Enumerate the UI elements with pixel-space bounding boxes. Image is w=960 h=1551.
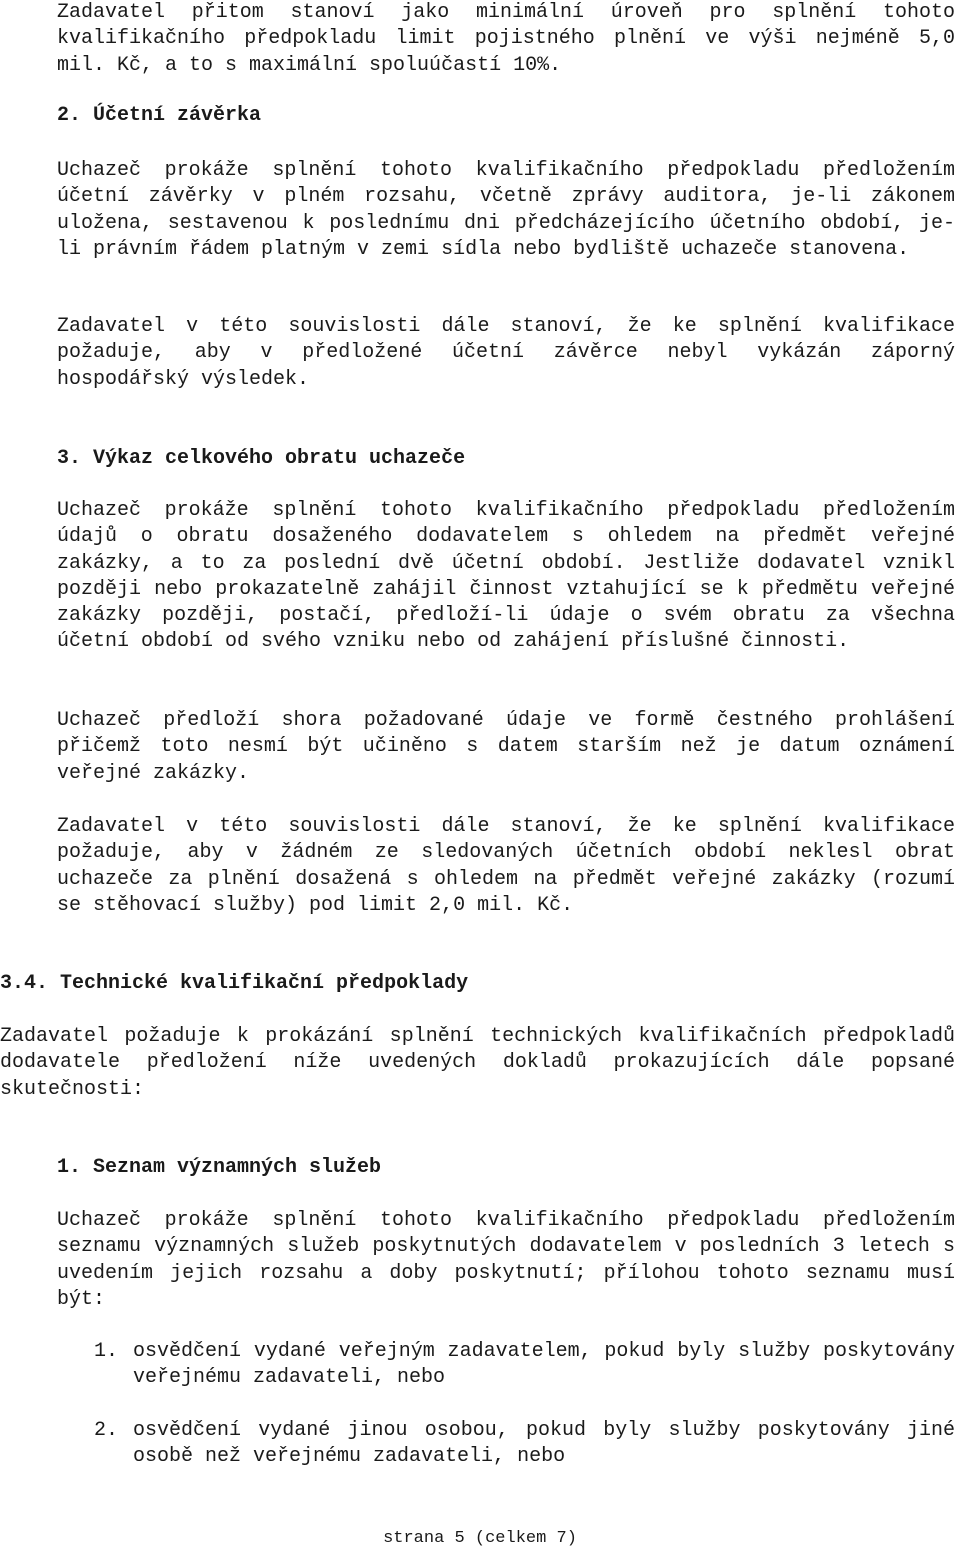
section-heading-ucetni-zaverka: 2. Účetní závěrka xyxy=(57,104,262,127)
section3-paragraph-2: Uchazeč předloží shora požadované údaje ve formě čestného prohlášení přičemž toto nesmí být učiněno s datem starším než je datum oznámení veřejné zakázky. xyxy=(57,709,955,785)
section3-paragraph-3: Zadavatel v této souvislosti dále stanoví, že ke splnění kvalifikace požaduje, aby v žádném ze sledovaných účetních období neklesl obrat uchazeče za plnění dosažená s ohledem na předmět veřejné zakázky (rozumí se stěhovací služby) pod limit 2,0 mil. Kč. xyxy=(57,815,955,917)
section-heading-vykaz-obratu: 3. Výkaz celkového obratu uchazeče xyxy=(57,447,466,470)
top-paragraph: Zadavatel přitom stanoví jako minimální úroveň pro splnění tohoto kvalifikačního předpokladu limit pojistného plnění ve výši nejméně 5,0 mil. Kč, a to s maximální spoluúčastí 10%. xyxy=(57,1,955,77)
list-item-text: osvědčení vydané jinou osobou, pokud byly služby poskytovány jiné osobě než veřejnému zadavateli, nebo xyxy=(133,1419,955,1469)
list-item-number: 1. xyxy=(94,1340,119,1363)
list-item-text: osvědčení vydané veřejným zadavatelem, pokud byly služby poskytovány veřejnému zadavateli, nebo xyxy=(133,1340,955,1390)
list-item-number: 2. xyxy=(94,1419,119,1442)
section3-paragraph-1: Uchazeč prokáže splnění tohoto kvalifikačního předpokladu předložením údajů o obratu dosaženého dodavatelem s ohledem na předmět veřejné zakázky, a to za poslední dvě účetní období. Jestliže dodavatel vznikl později nebo prokazatelně zahájil činnost vztahující se k předmětu veřejné zakázky později, postačí, předloží-li údaje o svém obratu za všechna účetní období od svého vzniku nebo od zahájení příslušné činnosti. xyxy=(57,499,955,654)
section34-intro: Zadavatel požaduje k prokázání splnění technických kvalifikačních předpokladů dodavatele předložení níže uvedených dokladů prokazujících dále popsané skutečnosti: xyxy=(0,1025,955,1101)
section-heading-technicke-predpoklady: 3.4. Technické kvalifikační předpoklady xyxy=(0,972,469,995)
services-paragraph: Uchazeč prokáže splnění tohoto kvalifikačního předpokladu předložením seznamu významných služeb poskytnutých dodavatelem v posledních 3 letech s uvedením jejich rozsahu a doby poskytnutí; přílohou tohoto seznamu musí být: xyxy=(57,1209,955,1311)
section2-paragraph-1: Uchazeč prokáže splnění tohoto kvalifikačního předpokladu předložením účetní závěrky v plném rozsahu, včetně zprávy auditora, je-li zákonem uložena, sestavenou k poslednímu dni předcházejícího účetního období, je-li právním řádem platným v zemi sídla nebo bydliště uchazeče stanovena. xyxy=(57,159,955,261)
list-item xyxy=(94,1418,955,1471)
page-footer: strana 5 (celkem 7) xyxy=(383,1529,577,1548)
section-heading-seznam-sluzeb: 1. Seznam významných služeb xyxy=(57,1156,382,1179)
list-item xyxy=(94,1339,955,1392)
section2-paragraph-2: Zadavatel v této souvislosti dále stanoví, že ke splnění kvalifikace požaduje, aby v předložené účetní závěrce nebyl vykázán záporný hospodářský výsledek. xyxy=(57,315,955,391)
